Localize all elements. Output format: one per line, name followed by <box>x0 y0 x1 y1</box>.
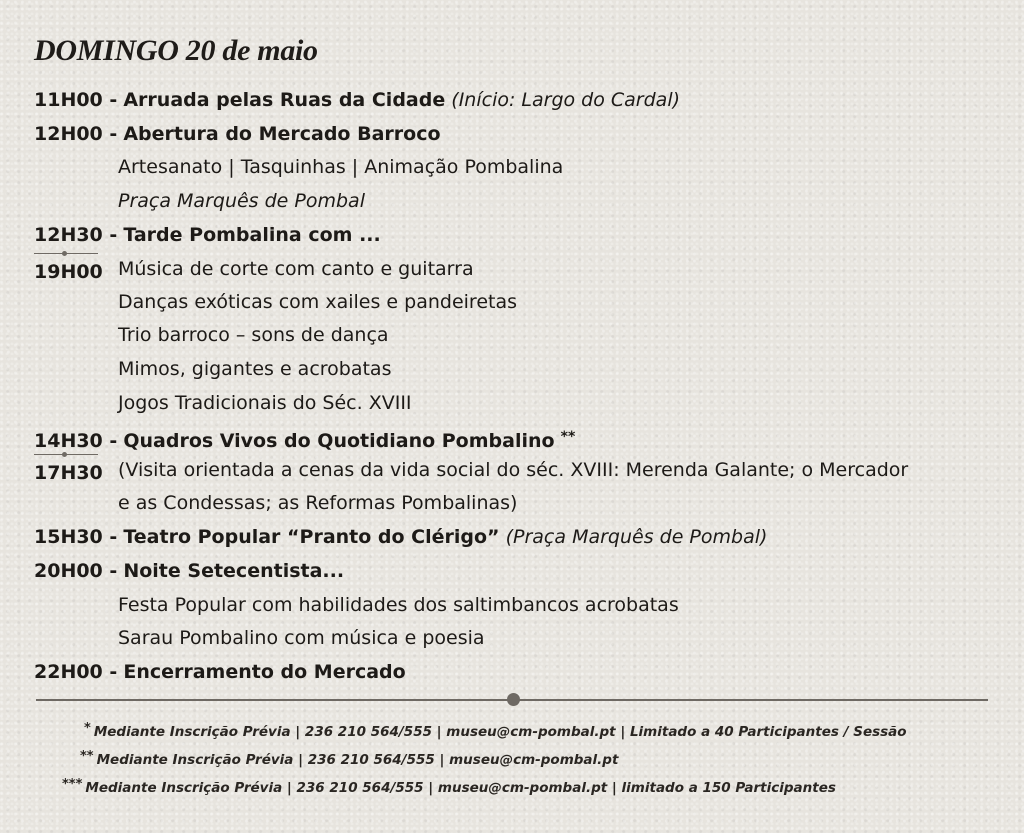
event-description: e as Condessas; as Reformas Pombalinas) <box>118 492 518 514</box>
list-item: Jogos Tradicionais do Séc. XVIII <box>118 392 412 414</box>
schedule-row-3 <box>34 223 381 247</box>
schedule-row-5 <box>34 525 767 549</box>
footnote <box>80 749 618 768</box>
event-location: Praça Marquês de Pombal <box>118 190 365 212</box>
event-detail: Artesanato | Tasquinhas | Animação Pombalina <box>118 156 564 178</box>
schedule-row-1 <box>34 88 680 112</box>
event-title: Teatro Popular “Pranto do Clérigo” <box>123 526 500 548</box>
event-title: Abertura do Mercado Barroco <box>123 123 441 145</box>
time-label: 12H00 - <box>34 123 118 145</box>
time-label: 11H00 - <box>34 89 118 111</box>
footnote-marker: ** <box>560 429 576 445</box>
list-item: Música de corte com canto e guitarra <box>118 258 474 280</box>
footnote <box>62 777 836 796</box>
footnote-text: Mediante Inscrição Prévia | 236 210 564/555 | museu@cm-pombal.pt | limitado a 150 Participantes <box>85 780 836 796</box>
event-title: Quadros Vivos do Quotidiano Pombalino <box>123 430 555 452</box>
schedule-row-7 <box>34 660 406 684</box>
footnote-marker: *** <box>62 777 83 792</box>
list-item: Danças exóticas com xailes e pandeiretas <box>118 291 518 313</box>
time-range-separator <box>34 253 98 254</box>
event-title: Encerramento do Mercado <box>123 661 406 683</box>
event-title: Tarde Pombalina com ... <box>123 224 381 246</box>
time-label: 12H30 - <box>34 224 118 246</box>
divider-dot <box>507 693 520 706</box>
list-item: Mimos, gigantes e acrobatas <box>118 358 392 380</box>
time-label: 14H30 - <box>34 430 118 452</box>
event-title: Noite Setecentista... <box>123 560 345 582</box>
time-label-end: 19H00 <box>34 261 103 283</box>
footnote-marker: * <box>84 721 91 736</box>
time-label: 20H00 - <box>34 560 118 582</box>
schedule-row-4 <box>34 425 575 453</box>
event-detail: Sarau Pombalino com música e poesia <box>118 627 485 649</box>
footnote-text: Mediante Inscrição Prévia | 236 210 564/555 | museu@cm-pombal.pt | Limitado a 40 Participantes / Sessão <box>93 724 907 740</box>
event-title: Arruada pelas Ruas da Cidade <box>123 89 446 111</box>
schedule-row-2 <box>34 122 441 146</box>
footnote <box>84 721 907 740</box>
list-item: Trio barroco – sons de dança <box>118 324 389 346</box>
page-title: DOMINGO 20 de maio <box>34 34 318 67</box>
event-location: (Início: Largo do Cardal) <box>451 89 681 111</box>
time-label: 22H00 - <box>34 661 118 683</box>
footnote-text: Mediante Inscrição Prévia | 236 210 564/555 | museu@cm-pombal.pt <box>96 752 619 768</box>
time-range-separator <box>34 454 98 455</box>
event-detail: Festa Popular com habilidades dos saltimbancos acrobatas <box>118 594 679 616</box>
time-label-end: 17H30 <box>34 462 103 484</box>
schedule-row-6 <box>34 559 344 583</box>
time-label: 15H30 - <box>34 526 118 548</box>
event-description: (Visita orientada a cenas da vida social do séc. XVIII: Merenda Galante; o Mercador <box>118 459 909 481</box>
footnote-marker: ** <box>80 749 94 764</box>
event-location: (Praça Marquês de Pombal) <box>505 526 768 548</box>
